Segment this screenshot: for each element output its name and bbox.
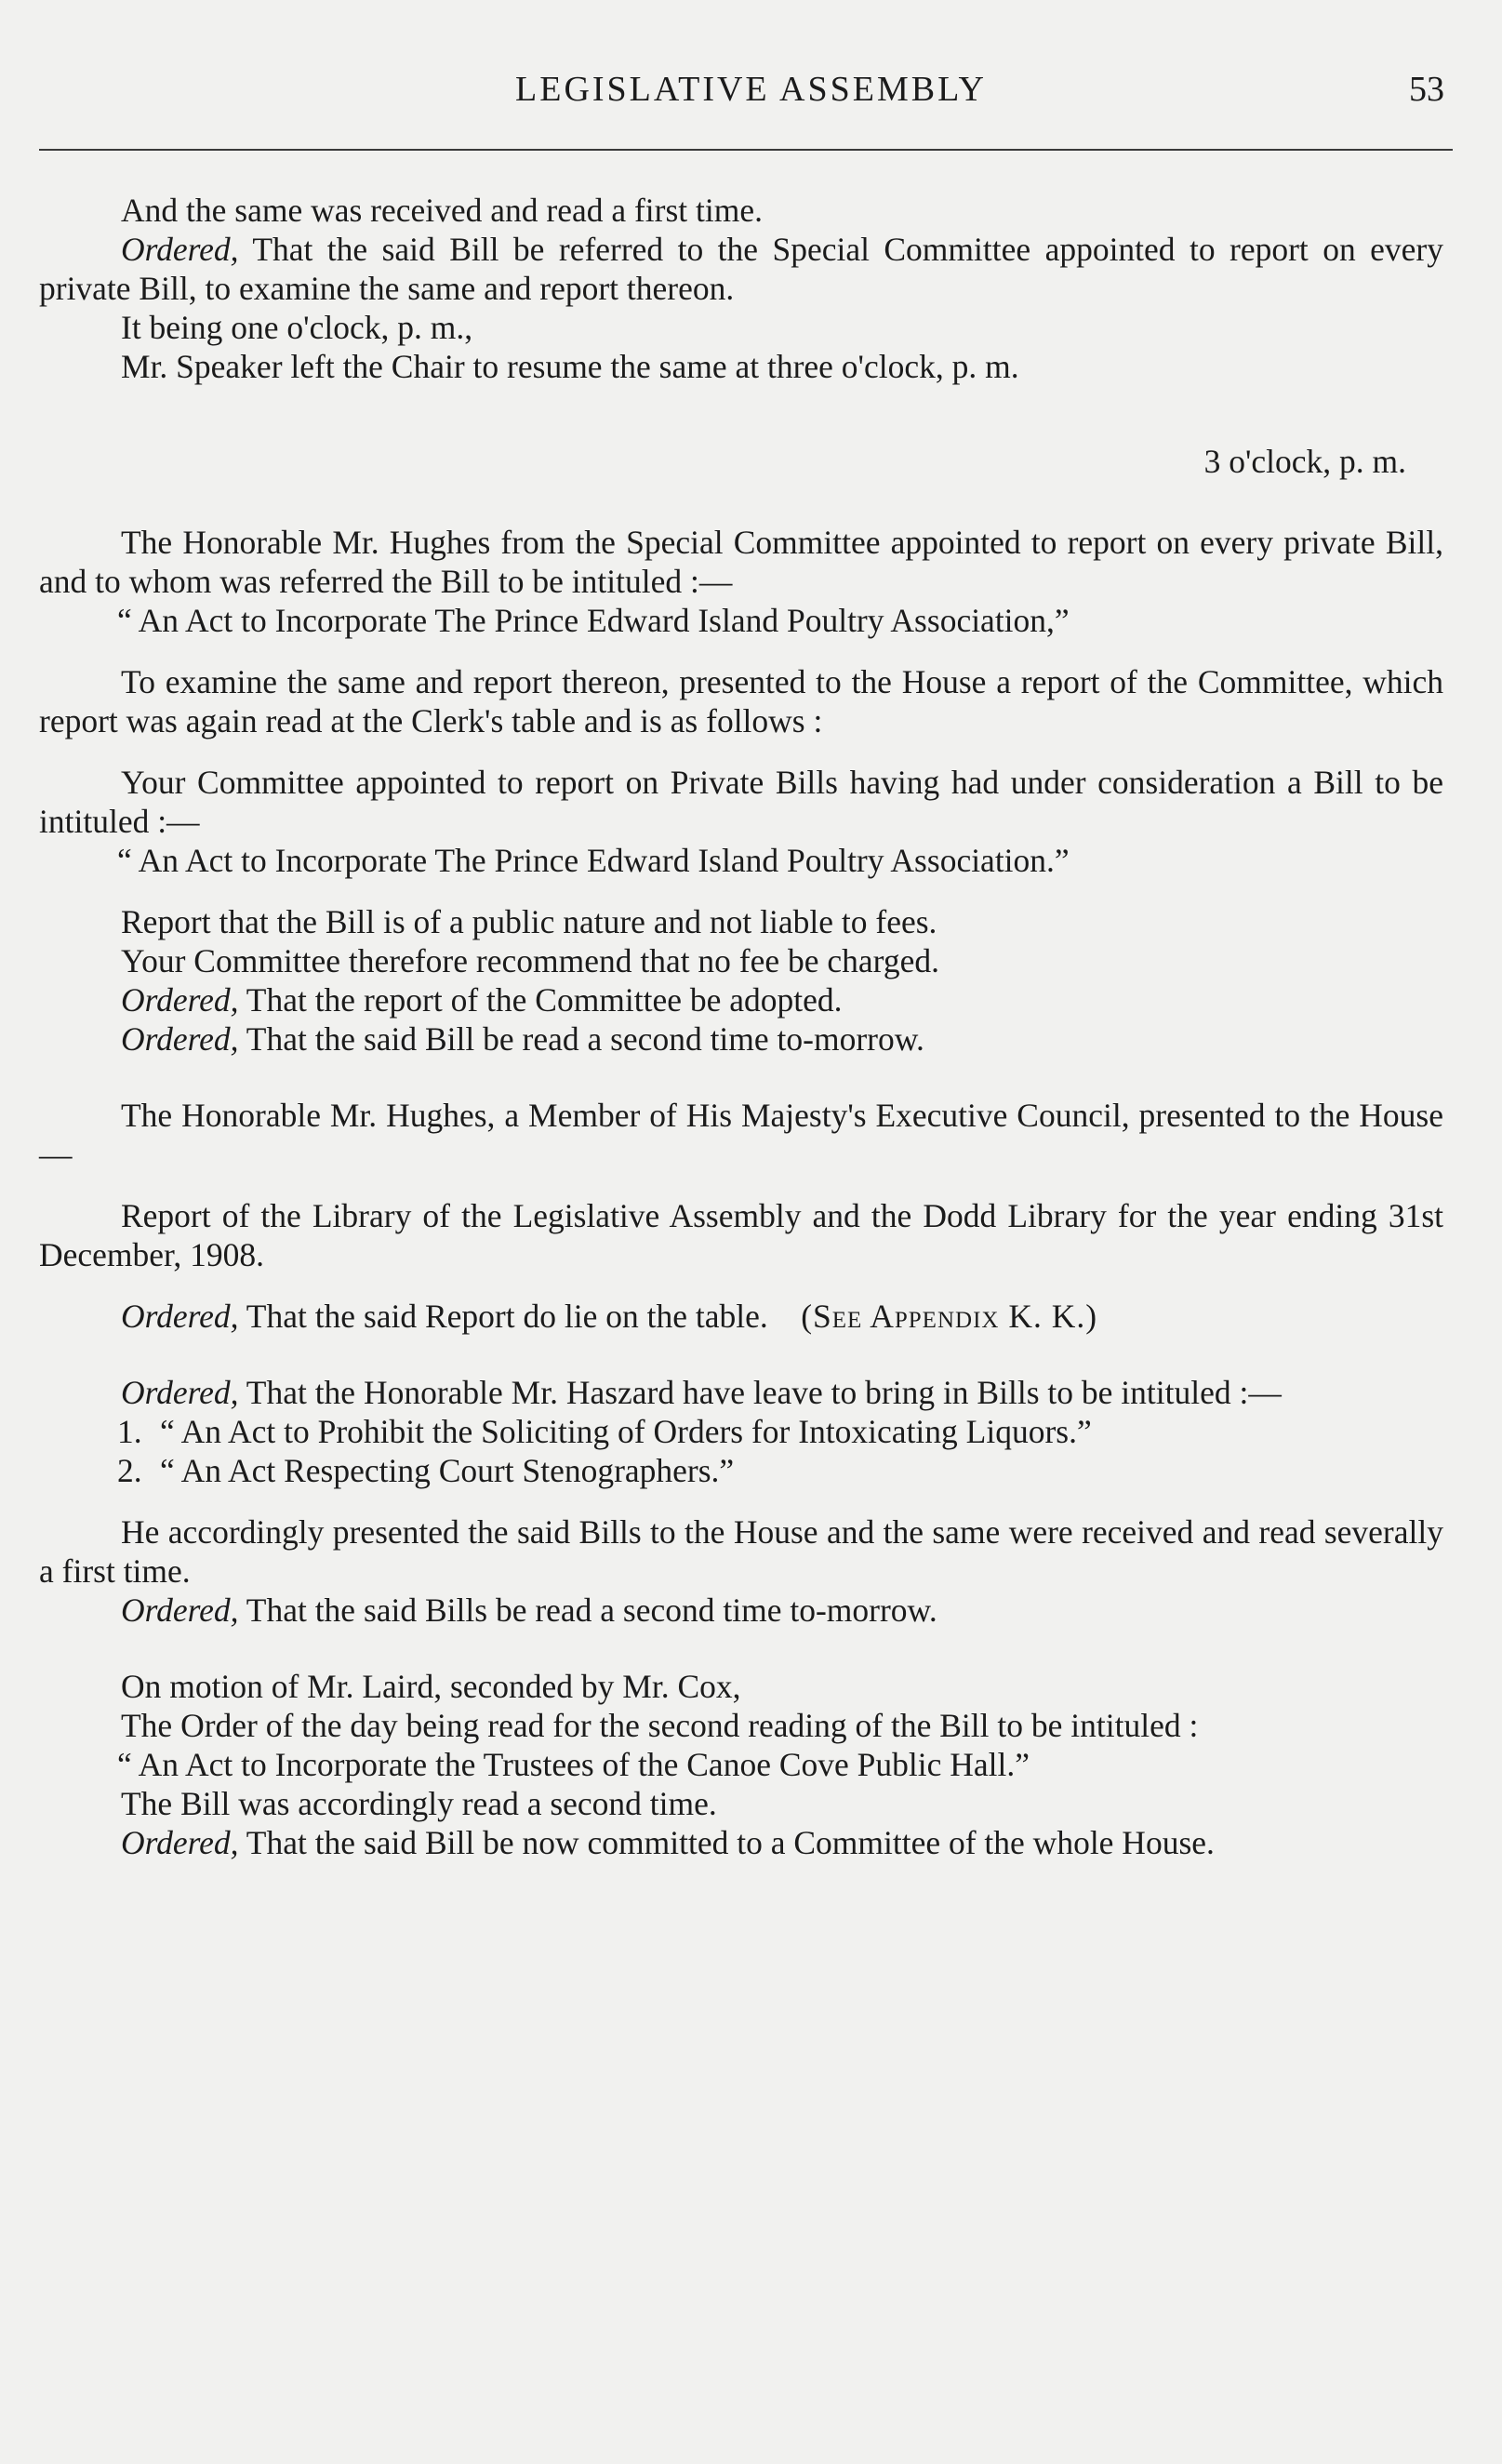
paragraph: The Honorable Mr. Hughes, a Member of His Majesty's Executive Council, presented to the House— — [39, 1097, 1443, 1173]
ordered-label: Ordered, — [121, 1298, 239, 1335]
paragraph-text: That the said Report do lie on the table. — [238, 1298, 768, 1335]
paragraph-text: That the Honorable Mr. Haszard have leave to bring in Bills to be intituled :— — [238, 1374, 1282, 1411]
paragraph: Your Committee therefore recommend that no fee be charged. — [121, 942, 939, 979]
paragraph — [39, 1823, 1443, 1862]
paragraph — [39, 980, 1443, 1019]
paragraph-text: That the said Bills be read a second time to-morrow. — [238, 1592, 937, 1629]
bill-title-quote: “ An Act to Incorporate the Trustees of the Canoe Cove Public Hall.” — [117, 1746, 1030, 1783]
ordered-label: Ordered, — [121, 1374, 239, 1411]
paragraph-text: That the said Bill be referred to the Special Committee appointed to report on every private Bill, to examine the same and report thereon. — [39, 231, 1443, 307]
ordered-label: Ordered, — [121, 1824, 239, 1861]
page-body — [39, 191, 1443, 1862]
paragraph: Your Committee appointed to report on Private Bills having had under consideration a Bill to be intituled :— — [39, 764, 1443, 840]
ordered-label: Ordered, — [121, 1020, 239, 1058]
paragraph: Mr. Speaker left the Chair to resume the same at three o'clock, p. m. — [121, 348, 1019, 385]
paragraph: It being one o'clock, p. m., — [121, 309, 473, 346]
paragraph: The Honorable Mr. Hughes from the Special Committee appointed to report on every private Bill, and to whom was referred the Bill to be intituled :— — [39, 524, 1443, 600]
ordered-label: Ordered, — [121, 981, 239, 1019]
paragraph-text: That the report of the Committee be adopted. — [238, 981, 843, 1019]
paragraph: Report that the Bill is of a public nature and not liable to fees. — [121, 903, 937, 940]
paragraph: To examine the same and report thereon, presented to the House a report of the Committee, which report was again read at the Clerk's table and is as follows : — [39, 663, 1443, 739]
running-head: LEGISLATIVE ASSEMBLY — [515, 70, 987, 109]
paragraph-text: That the said Bill be read a second time to-morrow. — [238, 1020, 924, 1058]
header-rule — [39, 149, 1453, 151]
paragraph: The Bill was accordingly read a second time. — [121, 1785, 717, 1822]
list-item — [39, 1451, 1443, 1490]
paragraph — [39, 230, 1443, 308]
paragraph — [39, 1297, 1443, 1336]
ordered-label: Ordered, — [121, 1592, 239, 1629]
paragraph: On motion of Mr. Laird, seconded by Mr. Cox, — [121, 1668, 741, 1705]
bill-title-quote: “ An Act to Incorporate The Prince Edward Island Poultry Association,” — [117, 602, 1070, 639]
list-item — [39, 1412, 1443, 1451]
ordered-label: Ordered, — [121, 231, 239, 268]
paragraph: Report of the Library of the Legislative Assembly and the Dodd Library for the year ending 31st December, 1908. — [39, 1197, 1443, 1273]
time-heading: 3 o'clock, p. m. — [1203, 443, 1406, 480]
paragraph — [39, 1373, 1443, 1412]
paragraph — [39, 1591, 1443, 1630]
paragraph — [39, 1019, 1443, 1059]
list-text: “ An Act to Prohibit the Soliciting of Orders for Intoxicating Liquors.” — [160, 1413, 1092, 1450]
appendix-reference: (See Appendix K. K.) — [801, 1298, 1098, 1335]
paragraph: And the same was received and read a first time. — [121, 192, 763, 229]
list-text: “ An Act Respecting Court Stenographers.” — [160, 1452, 735, 1489]
list-number: 2. — [117, 1452, 142, 1489]
paragraph-text: That the said Bill be now committed to a Committee of the whole House. — [238, 1824, 1215, 1861]
page-number: 53 — [1409, 70, 1444, 109]
paragraph: The Order of the day being read for the second reading of the Bill to be intituled : — [121, 1707, 1199, 1744]
page-header — [0, 69, 1502, 115]
paragraph: He accordingly presented the said Bills to the House and the same were received and read severally a first time. — [39, 1513, 1443, 1590]
list-number: 1. — [117, 1413, 142, 1450]
bill-title-quote: “ An Act to Incorporate The Prince Edward Island Poultry Association.” — [117, 842, 1070, 879]
